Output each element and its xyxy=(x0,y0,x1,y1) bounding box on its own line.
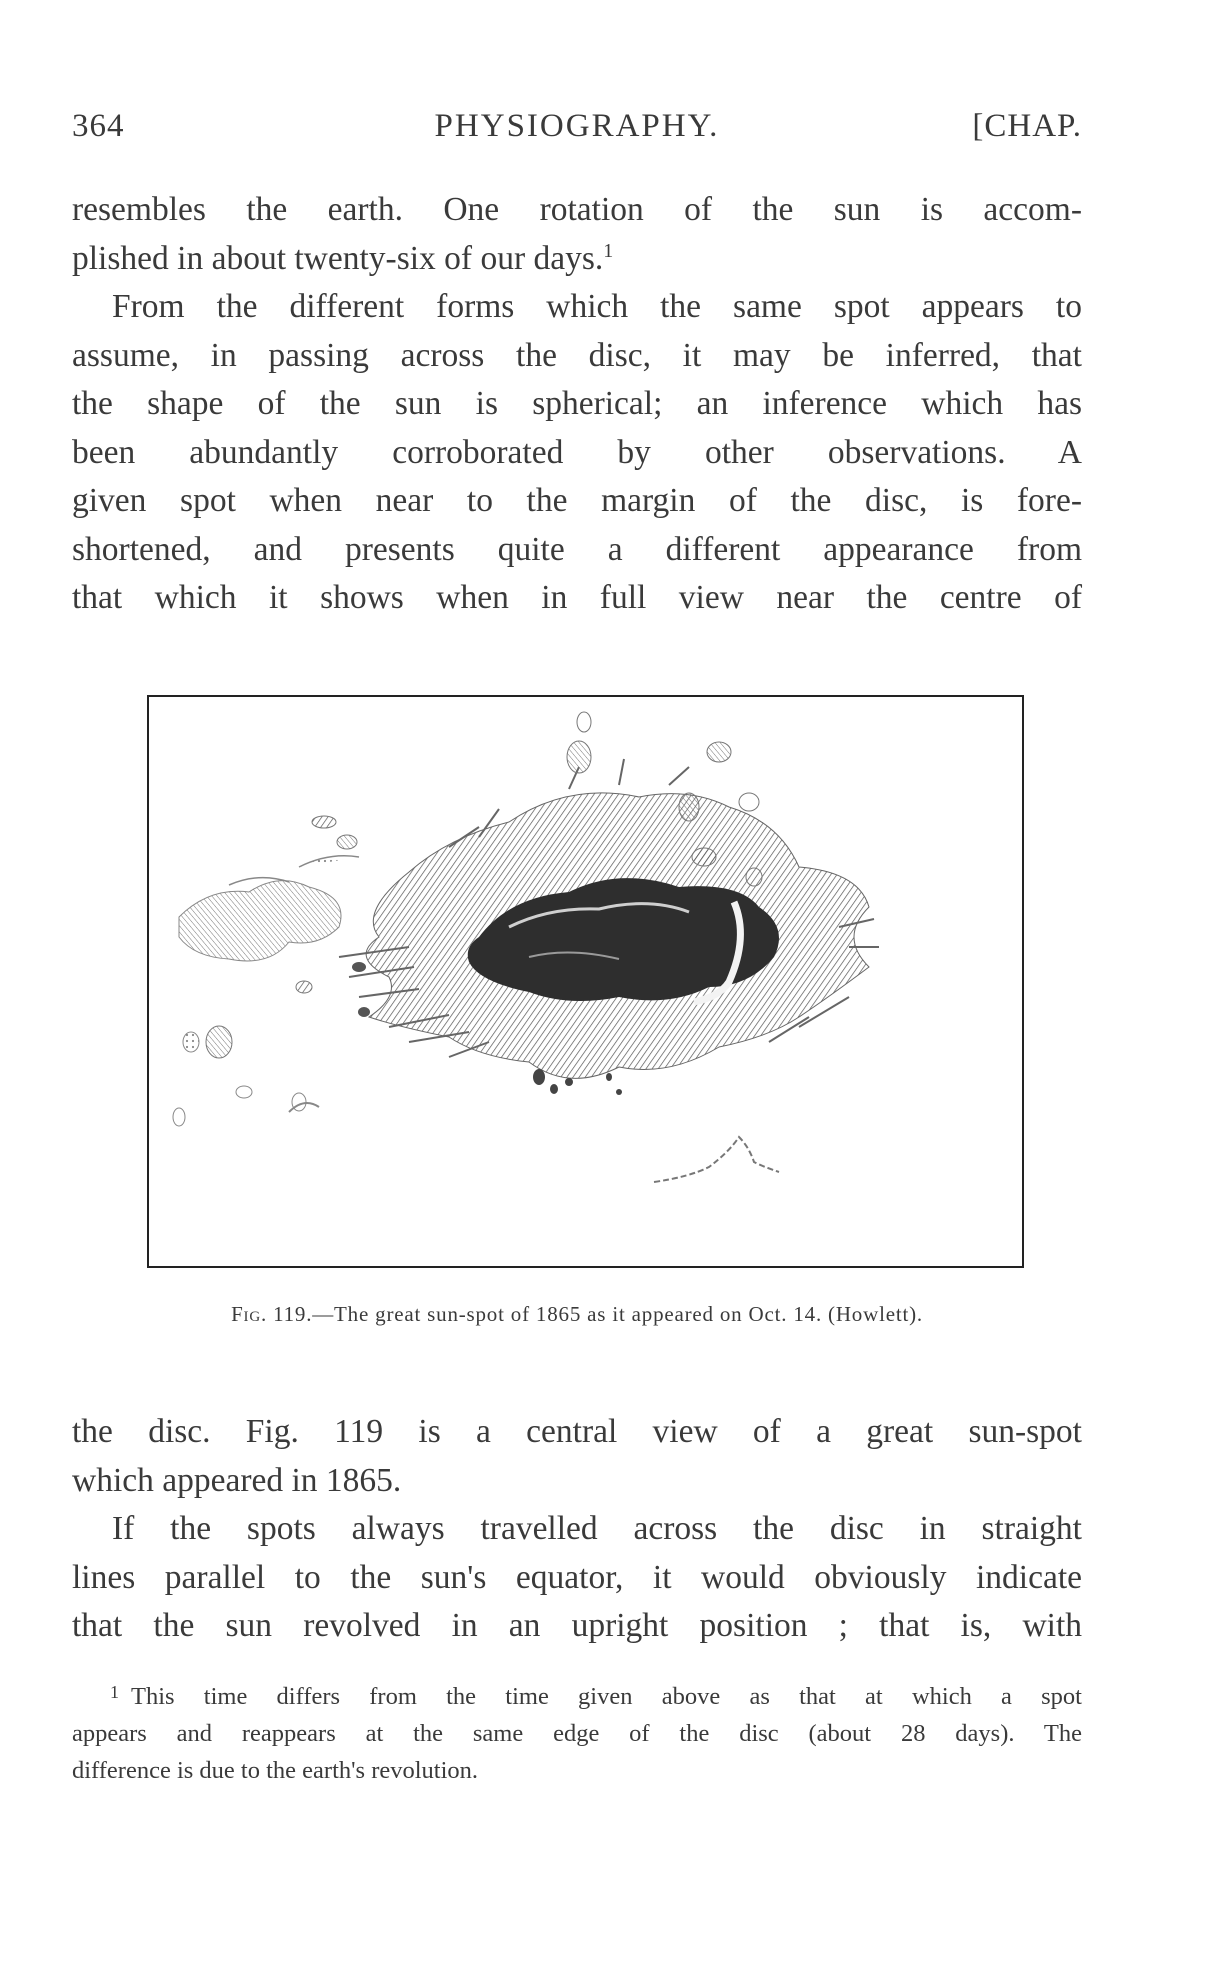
footnote-mark: 1 xyxy=(110,1682,119,1702)
chapter-label: [CHAP. xyxy=(972,108,1082,144)
footnote-line xyxy=(72,1678,1082,1715)
paragraph-continuation xyxy=(72,186,1082,283)
text-line: assume, in passing across the disc, it may be inferred, that xyxy=(72,336,1082,374)
text-line: been abundantly corroborated by other observations. A xyxy=(72,433,1082,471)
sunspot-illustration xyxy=(149,697,1019,1262)
paragraph-sun-shape xyxy=(72,283,1082,623)
text-line: that which it shows when in full view near the centre of xyxy=(72,579,1082,616)
text-line-content: plished in about twenty-six of our days. xyxy=(72,239,604,277)
figure-label: Fig. 119. xyxy=(231,1302,313,1326)
text-line: that the sun revolved in an upright position ; that is, with xyxy=(72,1607,1082,1644)
text-line: the disc. Fig. 119 is a central view of a great sun-spot xyxy=(72,1413,1082,1450)
figure-sunspot xyxy=(144,688,1039,1278)
footnote-line: difference is due to the earth's revolution. xyxy=(72,1757,479,1784)
page-header xyxy=(72,108,1082,152)
footnote xyxy=(72,1678,1082,1789)
text-line: given spot when near to the margin of the disc, is fore- xyxy=(72,482,1082,519)
text-line: shortened, and presents quite a different appearance from xyxy=(72,530,1082,568)
footnote-reference: 1 xyxy=(603,239,614,262)
figure-caption-text: —The great sun-spot of 1865 as it appeared on Oct. 14. (Howlett). xyxy=(312,1302,923,1326)
text-line: the shape of the sun is spherical; an inference which has xyxy=(72,385,1082,422)
text-line-content: If the spots always travelled across the disc in straight xyxy=(112,1510,1082,1547)
paragraph-figure-reference xyxy=(72,1408,1082,1505)
text-line: lines parallel to the sun's equator, it would obviously indicate xyxy=(72,1558,1082,1596)
paragraph-equator xyxy=(72,1505,1082,1651)
text-line-content: From the different forms which the same spot appears to xyxy=(112,288,1082,325)
text-line: resembles the earth. One rotation of the sun is accom- xyxy=(72,191,1082,228)
footnote-line-content: This time differs from the time given above as that at which a spot xyxy=(131,1683,1082,1710)
figure-caption xyxy=(72,1302,1082,1327)
page-number: 364 xyxy=(72,108,125,144)
text-line xyxy=(72,235,1082,284)
text-line xyxy=(72,283,1082,332)
footnote-line: appears and reappears at the same edge of the disc (about 28 days). The xyxy=(72,1720,1082,1747)
text-line xyxy=(72,1505,1082,1554)
text-line: which appeared in 1865. xyxy=(72,1461,402,1499)
running-title: PHYSIOGRAPHY. xyxy=(434,108,720,144)
